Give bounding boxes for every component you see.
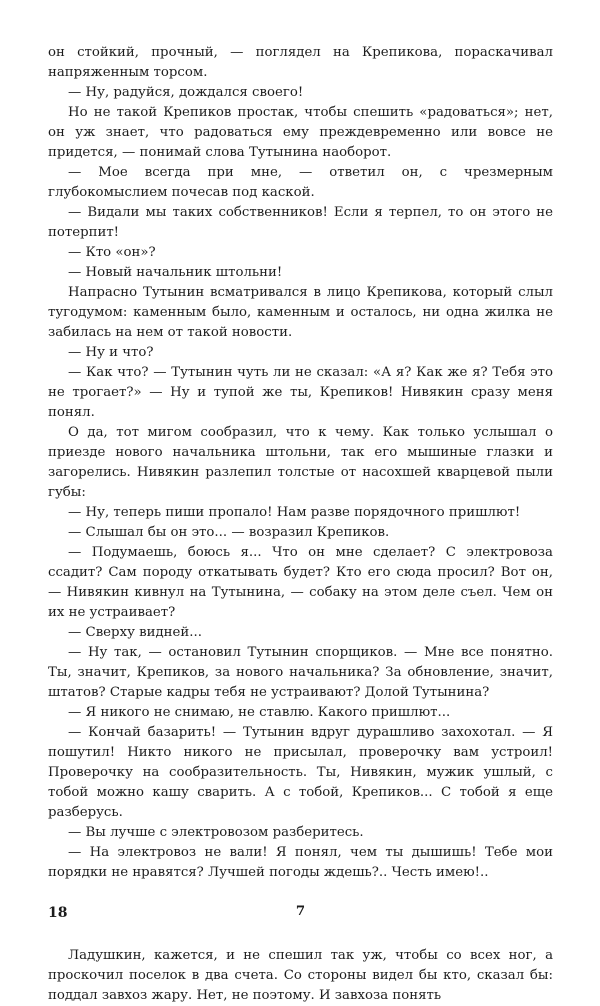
- paragraph: — Как что? — Тутынин чуть ли не сказал: «А я? Как же я? Тебя это не трогает?» — Ну и тупой же ты, Крепиков! Нивякин сразу меня понял.: [48, 365, 553, 420]
- paragraph: он стойкий, прочный, — поглядел на Крепикова, пораскачивал напряженным торсом.: [48, 45, 553, 80]
- paragraph: — Кто «он»?: [68, 245, 156, 260]
- paragraph: — Ну так, — остановил Тутынин спорщиков. — Мне все понятно. Ты, значит, Крепиков, за нового начальника? За обновление, значит, штатов? Старые кадры тебя не устраивают? Долой Тутынина?: [48, 645, 553, 700]
- paragraph: О да, тот мигом сообразил, что к чему. Как только услышал о приезде нового начальника штольни, так его мышиные глазки и загорелись. Нивякин разлепил толстые от насохшей кварцевой пыли губы:: [48, 425, 553, 500]
- paragraph: — На электровоз не вали! Я понял, чем ты дышишь! Тебе мои порядки не нравятся? Лучшей погоды ждешь?.. Честь имею!..: [48, 845, 553, 880]
- paragraph: — Кончай базарить! — Тутынин вдруг дурашливо захохотал. — Я пошутил! Никто никого не присылал, проверочку вам устроил! Проверочку на сообразительность. Ты, Нивякин, мужик ушлый, с тобой можно кашу сварить. А с тобой, Крепиков... С тобой я еще разберусь.: [48, 725, 553, 820]
- paragraph: Но не такой Крепиков простак, чтобы спешить «радоваться»; нет, он уж знает, что радоваться ему преждевременно или вовсе не придется, — понимай слова Тутынина наоборот.: [48, 105, 553, 160]
- page-text: [48, 43, 553, 1006]
- paragraph: — Слышал бы он это... — возразил Крепиков.: [68, 525, 390, 540]
- paragraph: Напрасно Тутынин всматривался в лицо Крепикова, который слыл тугодумом: каменным было, каменным и осталось, ни одна жилка не забилась на нем от такой новости.: [48, 285, 553, 340]
- page-number: 18: [48, 905, 68, 921]
- paragraph: — Новый начальник штольни!: [68, 265, 283, 280]
- paragraph: — Ну, теперь пиши пропало! Нам разве порядочного пришлют!: [68, 505, 521, 520]
- paragraph: — Сверху видней...: [68, 625, 202, 640]
- paragraph: — Ну, радуйся, дождался своего!: [68, 85, 304, 100]
- paragraph: — Вы лучше с электровозом разберитесь.: [68, 825, 364, 840]
- paragraph: — Я никого не снимаю, не ставлю. Какого пришлют...: [68, 705, 451, 720]
- paragraph: Ладушкин, кажется, и не спешил так уж, чтобы со всех ног, а проскочил поселок в два счета. Со стороны видел бы кто, сказал бы: поддал завхоз жару. Нет, не поэтому. И завхоза понять: [48, 948, 553, 1003]
- chapter-heading: 7: [295, 904, 306, 919]
- paragraph: — Видали мы таких собственников! Если я терпел, то он этого не потерпит!: [48, 205, 553, 240]
- paragraph: — Подумаешь, боюсь я... Что он мне сделает? С электровоза ссадит? Сам породу откатывать будет? Кто его сюда просил? Вот он, — Нивякин кивнул на Тутынина, — собаку на этом деле съел. Чем он их не устраивает?: [48, 545, 553, 620]
- paragraph: — Мое всегда при мне, — ответил он, с чрезмерным глубокомыслием почесав под каской.: [48, 165, 553, 200]
- paragraph: — Ну и что?: [68, 345, 154, 360]
